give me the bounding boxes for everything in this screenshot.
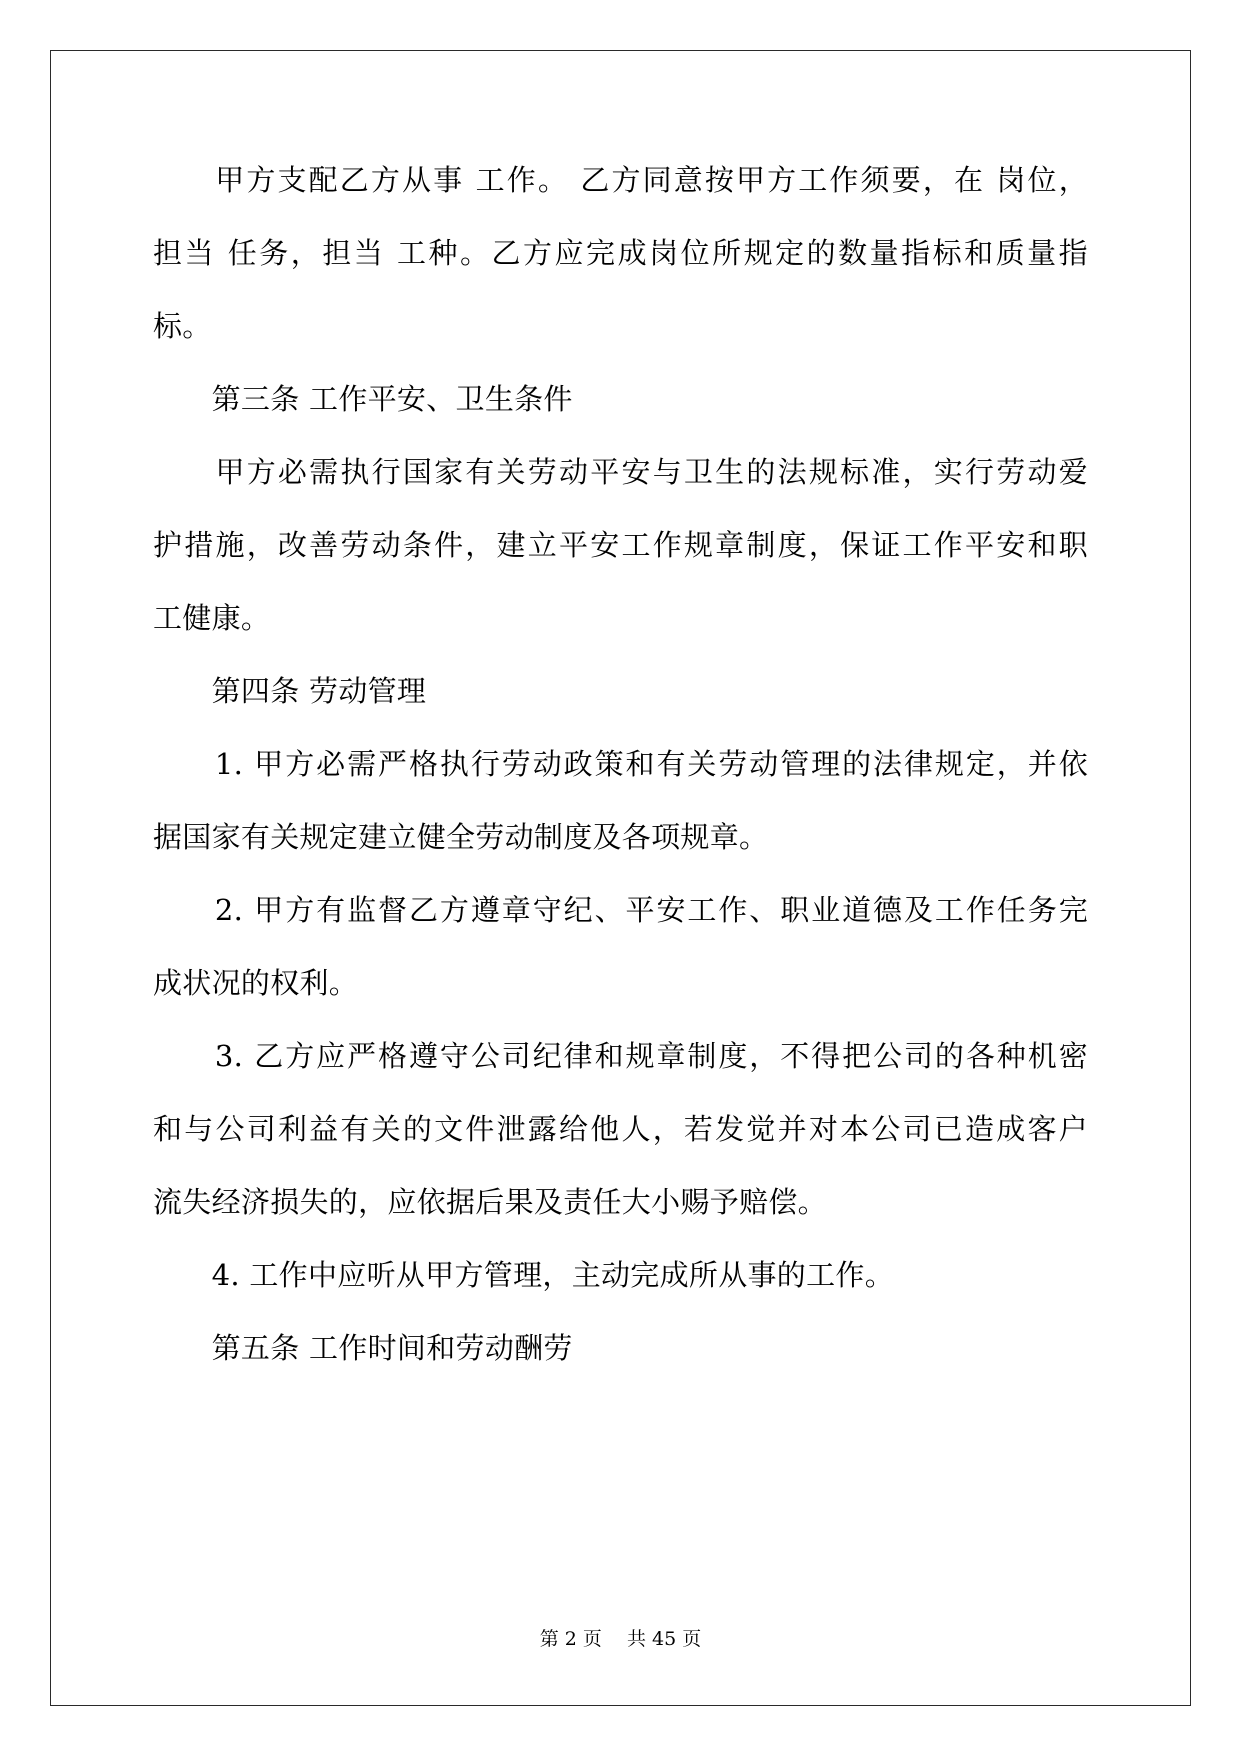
paragraph-line: 护措施，改善劳动条件，建立平安工作规章制度，保证工作平安和职: [153, 528, 1088, 562]
paragraph-line: 甲方支配乙方从事 工作。 乙方同意按甲方工作须要，在 岗位，: [153, 163, 1088, 197]
paragraph-line: 成状况的权利。: [153, 966, 359, 1000]
paragraph-line: 1. 甲方必需严格执行劳动政策和有关劳动管理的法律规定，并依: [153, 747, 1088, 781]
paragraph-line: 担当 任务，担当 工种。乙方应完成岗位所规定的数量指标和质量指: [153, 236, 1088, 270]
paragraph-line: 据国家有关规定建立健全劳动制度及各项规章。: [153, 820, 769, 854]
paragraph-line: 甲方必需执行国家有关劳动平安与卫生的法规标准，实行劳动爱: [153, 455, 1088, 489]
paragraph-line: 标。: [153, 309, 212, 343]
page-number: 第 2 页 共 45 页: [539, 1628, 702, 1650]
paragraph-line: 2. 甲方有监督乙方遵章守纪、平安工作、职业道德及工作任务完: [153, 893, 1088, 927]
paragraph-line: 4. 工作中应听从甲方管理，主动完成所从事的工作。: [153, 1258, 894, 1292]
paragraph-line: 和与公司利益有关的文件泄露给他人，若发觉并对本公司已造成客户: [153, 1112, 1088, 1146]
section-heading: 第五条 工作时间和劳动酬劳: [153, 1331, 573, 1365]
paragraph-line: 3. 乙方应严格遵守公司纪律和规章制度，不得把公司的各种机密: [153, 1039, 1088, 1073]
section-heading: 第四条 劳动管理: [153, 674, 427, 708]
paragraph-line: 流失经济损失的，应依据后果及责任大小赐予赔偿。: [153, 1185, 827, 1219]
section-heading: 第三条 工作平安、卫生条件: [153, 382, 573, 416]
page-border: [50, 50, 1191, 1706]
paragraph-line: 工健康。: [153, 601, 271, 635]
